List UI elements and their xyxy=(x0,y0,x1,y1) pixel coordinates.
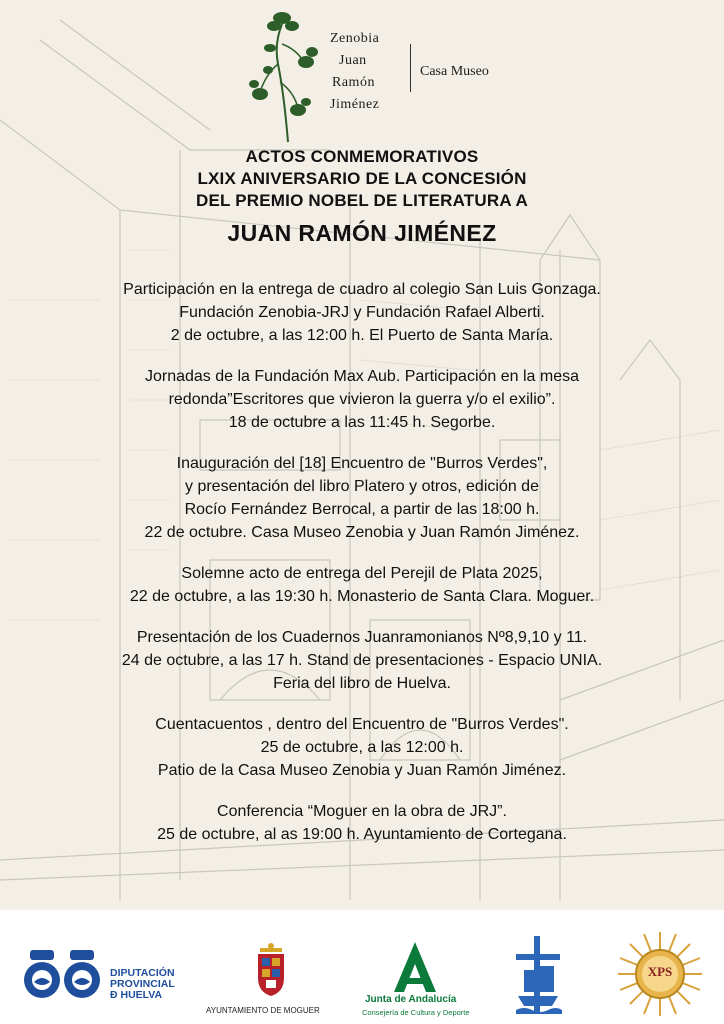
event-item xyxy=(0,365,724,434)
logo-name-line: Zenobia xyxy=(330,31,380,46)
logo-casa-museo: Casa Museo xyxy=(420,64,489,79)
title-line-1: ACTOS CONMEMORATIVOS xyxy=(245,147,479,166)
event-line: redonda”Escritores que vivieron la guerra y/o el exilio”. xyxy=(168,391,556,408)
event-item xyxy=(0,278,724,347)
event-line: y presentación del libro Platero y otros, edición de xyxy=(185,478,539,495)
event-line: 25 de octubre, al as 19:00 h. Ayuntamiento de Cortegana. xyxy=(157,826,567,843)
event-line: Rocío Fernández Berrocal, a partir de las 18:00 h. xyxy=(184,501,540,518)
diputacion-line: Ð HUELVA xyxy=(110,989,163,1001)
junta-andalucia-logo-icon xyxy=(392,940,438,994)
event-item xyxy=(0,562,724,608)
event-line: Jornadas de la Fundación Max Aub. Participación en la mesa xyxy=(144,368,580,385)
title-line-3: DEL PREMIO NOBEL DE LITERATURA A xyxy=(196,191,528,210)
event-line: 22 de octubre. Casa Museo Zenobia y Juan Ramón Jiménez. xyxy=(144,524,580,541)
event-line: Feria del libro de Huelva. xyxy=(273,675,451,692)
event-line: Conferencia “Moguer en la obra de JRJ”. xyxy=(217,803,507,820)
event-line: 24 de octubre, a las 17 h. Stand de presentaciones - Espacio UNIA. xyxy=(121,652,603,669)
junta-sublabel: Consejería de Cultura y Deporte xyxy=(362,1008,470,1017)
logo-name-line: Juan xyxy=(339,53,367,68)
honoree-name: JUAN RAMÓN JIMÉNEZ xyxy=(227,220,497,246)
poster-title-block xyxy=(0,146,724,250)
sponsor-footer xyxy=(0,910,724,1024)
event-line: Presentación de los Cuadernos Juanramonianos Nº8,9,10 y 11. xyxy=(136,629,588,646)
event-item xyxy=(0,626,724,695)
diputacion-label xyxy=(110,968,175,1001)
event-line: 18 de octubre a las 11:45 h. Segorbe. xyxy=(228,414,496,431)
event-line: 2 de octubre, a las 12:00 h. El Puerto de Santa María. xyxy=(170,327,554,344)
casa-museo-logo xyxy=(0,0,724,140)
title-line-2: LXIX ANIVERSARIO DE LA CONCESIÓN xyxy=(197,169,527,188)
moguer-coat-of-arms-icon xyxy=(254,942,288,998)
cross-ship-emblem-icon xyxy=(512,936,564,1016)
logo-divider xyxy=(410,44,411,92)
junta-label: Junta de Andalucía xyxy=(365,994,457,1005)
moguer-label: AYUNTAMIENTO DE MOGUER xyxy=(206,1006,320,1015)
events-list xyxy=(0,278,724,864)
event-line: Solemne acto de entrega del Perejil de Plata 2025, xyxy=(181,565,543,582)
logo-name-line: Jiménez xyxy=(330,97,380,112)
event-item xyxy=(0,713,724,782)
event-line: Patio de la Casa Museo Zenobia y Juan Ramón Jiménez. xyxy=(157,762,567,779)
logo-name xyxy=(330,28,410,116)
logo-name-line: Ramón xyxy=(332,75,375,90)
event-line: Fundación Zenobia-JRJ y Fundación Rafael Alberti. xyxy=(179,304,545,321)
diputacion-line: DIPUTACIÓN xyxy=(110,967,175,979)
event-line: 25 de octubre, a las 12:00 h. xyxy=(260,739,464,756)
xps-label: XPS xyxy=(647,964,673,979)
parsley-sprig-icon xyxy=(248,4,328,144)
event-item xyxy=(0,452,724,544)
event-line: Inauguración del [18] Encuentro de "Burros Verdes", xyxy=(176,455,548,472)
diputacion-huelva-emblem-icon xyxy=(20,948,104,1004)
event-item xyxy=(0,800,724,846)
event-line: Participación en la entrega de cuadro al colegio San Luis Gonzaga. xyxy=(123,281,601,298)
event-line: 22 de octubre, a las 19:30 h. Monasterio de Santa Clara. Moguer. xyxy=(129,588,595,605)
diputacion-line: PROVINCIAL xyxy=(110,978,175,990)
event-line: Cuentacuentos , dentro del Encuentro de "Burros Verdes". xyxy=(155,716,569,733)
